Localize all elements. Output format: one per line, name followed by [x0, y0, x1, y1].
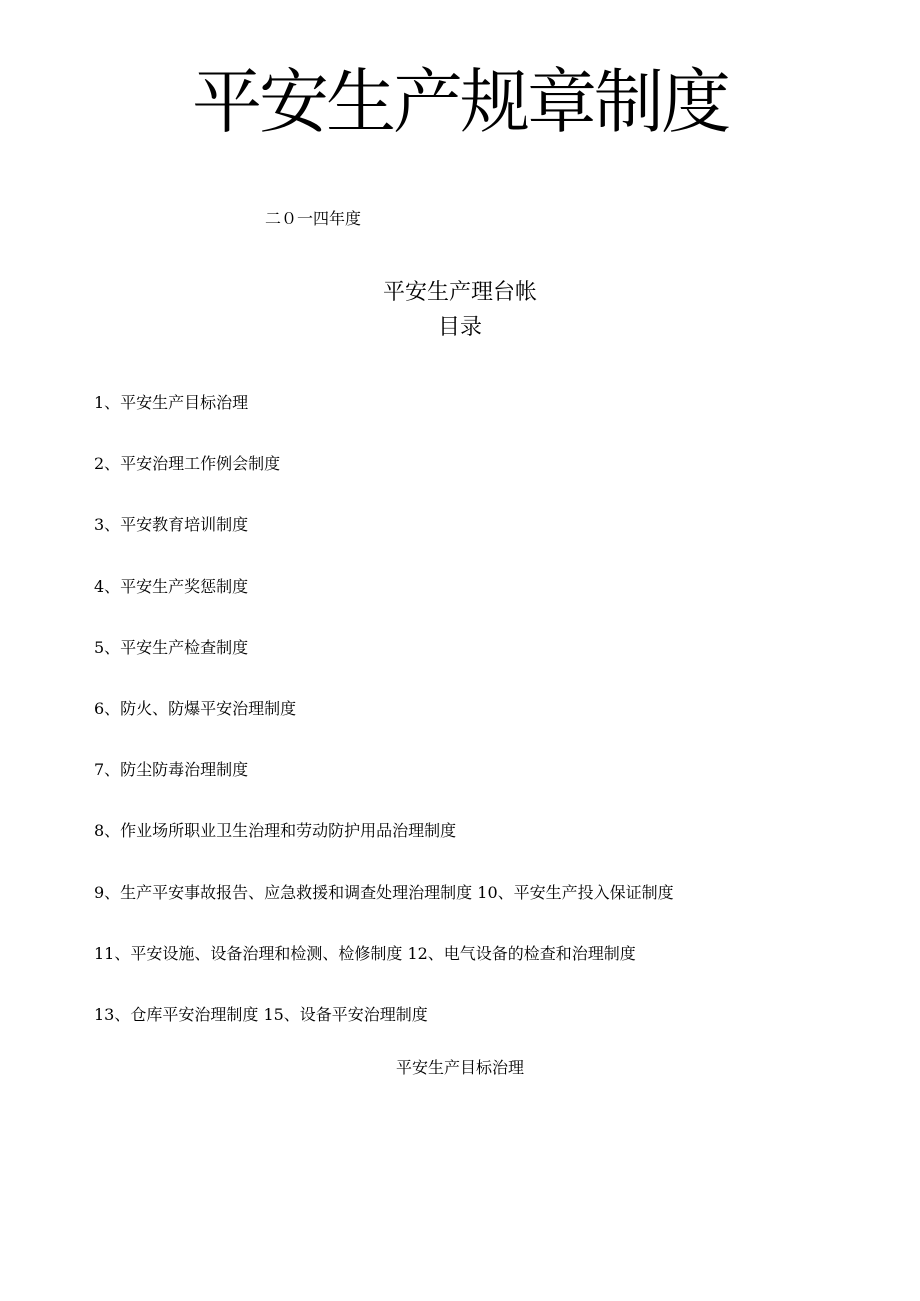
toc-heading: 目录: [437, 315, 482, 340]
toc-item: 11、平安设施、设备治理和检测、检修制度 12、电气设备的检查和治理制度: [94, 943, 636, 963]
toc-item: 3、平安教育培训制度: [94, 515, 249, 535]
toc-item: 7、防尘防毒治理制度: [94, 760, 249, 780]
year-label: 二０一四年度: [265, 209, 362, 228]
toc-item: 4、平安生产奖惩制度: [94, 576, 249, 596]
section-title: 平安生产目标治理: [395, 1058, 524, 1077]
ledger-subtitle: 平安生产理台帐: [382, 280, 537, 305]
toc-item: 6、防火、防爆平安治理制度: [94, 698, 297, 718]
toc-item: 1、平安生产目标治理: [94, 393, 249, 412]
main-title: 平安生产规章制度: [192, 61, 728, 143]
toc-item: 13、仓库平安治理制度 15、设备平安治理制度: [94, 1004, 428, 1024]
toc-item: 2、平安治理工作例会制度: [94, 454, 281, 474]
toc-list: [94, 391, 674, 1064]
toc-item: 5、平安生产检查制度: [94, 637, 249, 657]
toc-item: 9、生产平安事故报告、应急救援和调查处理治理制度 10、平安生产投入保证制度: [94, 882, 674, 902]
toc-item: 8、作业场所职业卫生治理和劳动防护用品治理制度: [94, 821, 457, 841]
